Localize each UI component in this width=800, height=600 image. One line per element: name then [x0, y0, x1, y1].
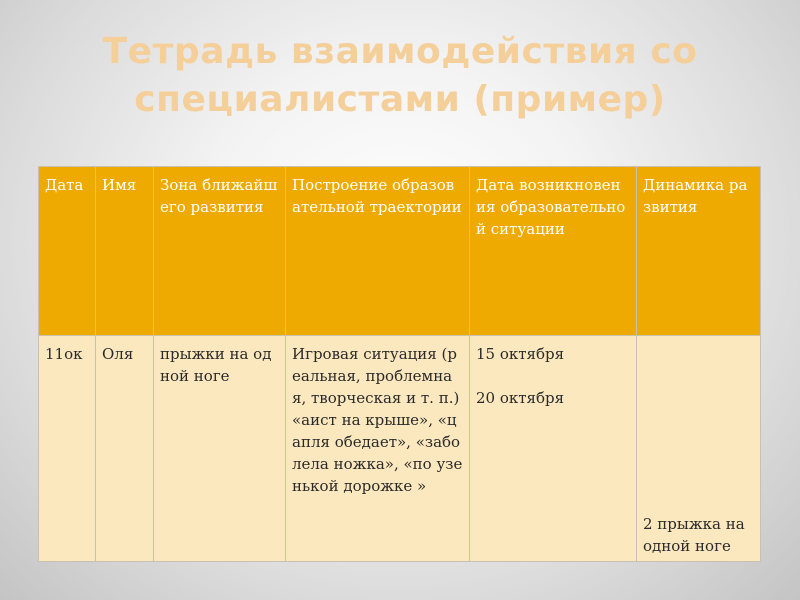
- table-row: [39, 336, 761, 562]
- situation-date-1: 15 октября: [476, 345, 565, 363]
- cell-name: Оля: [96, 336, 154, 562]
- situation-date-2: 20 октября: [476, 389, 565, 407]
- cell-development-zone: прыжки на одной ноге: [154, 336, 286, 562]
- cell-dynamics: [637, 336, 761, 562]
- header-trajectory: Построение образовательной траектории: [286, 167, 470, 336]
- header-name: Имя: [96, 167, 154, 336]
- slide-title: Тетрадь взаимодействия со специалистами (пример): [102, 31, 698, 120]
- situation-date-gap: [476, 365, 630, 387]
- cell-trajectory: Игровая ситуация (реальная, проблемная, творческая и т. п.) «аист на крыше», «цапля обедает», «заболела ножка», «по узенькой дорожке »: [286, 336, 470, 562]
- table: [38, 166, 761, 562]
- dynamics-text: 2 прыжка на одной ноге: [643, 515, 745, 555]
- header-development-zone: Зона ближайшего развития: [154, 167, 286, 336]
- interaction-notebook-table: [38, 166, 760, 562]
- table-header-row: [39, 167, 761, 336]
- cell-situation-dates: [470, 336, 637, 562]
- header-situation-date: Дата возникновения образовательной ситуации: [470, 167, 637, 336]
- cell-date: 11ок: [39, 336, 96, 562]
- header-date: Дата: [39, 167, 96, 336]
- header-dynamics: Динамика развития: [637, 167, 761, 336]
